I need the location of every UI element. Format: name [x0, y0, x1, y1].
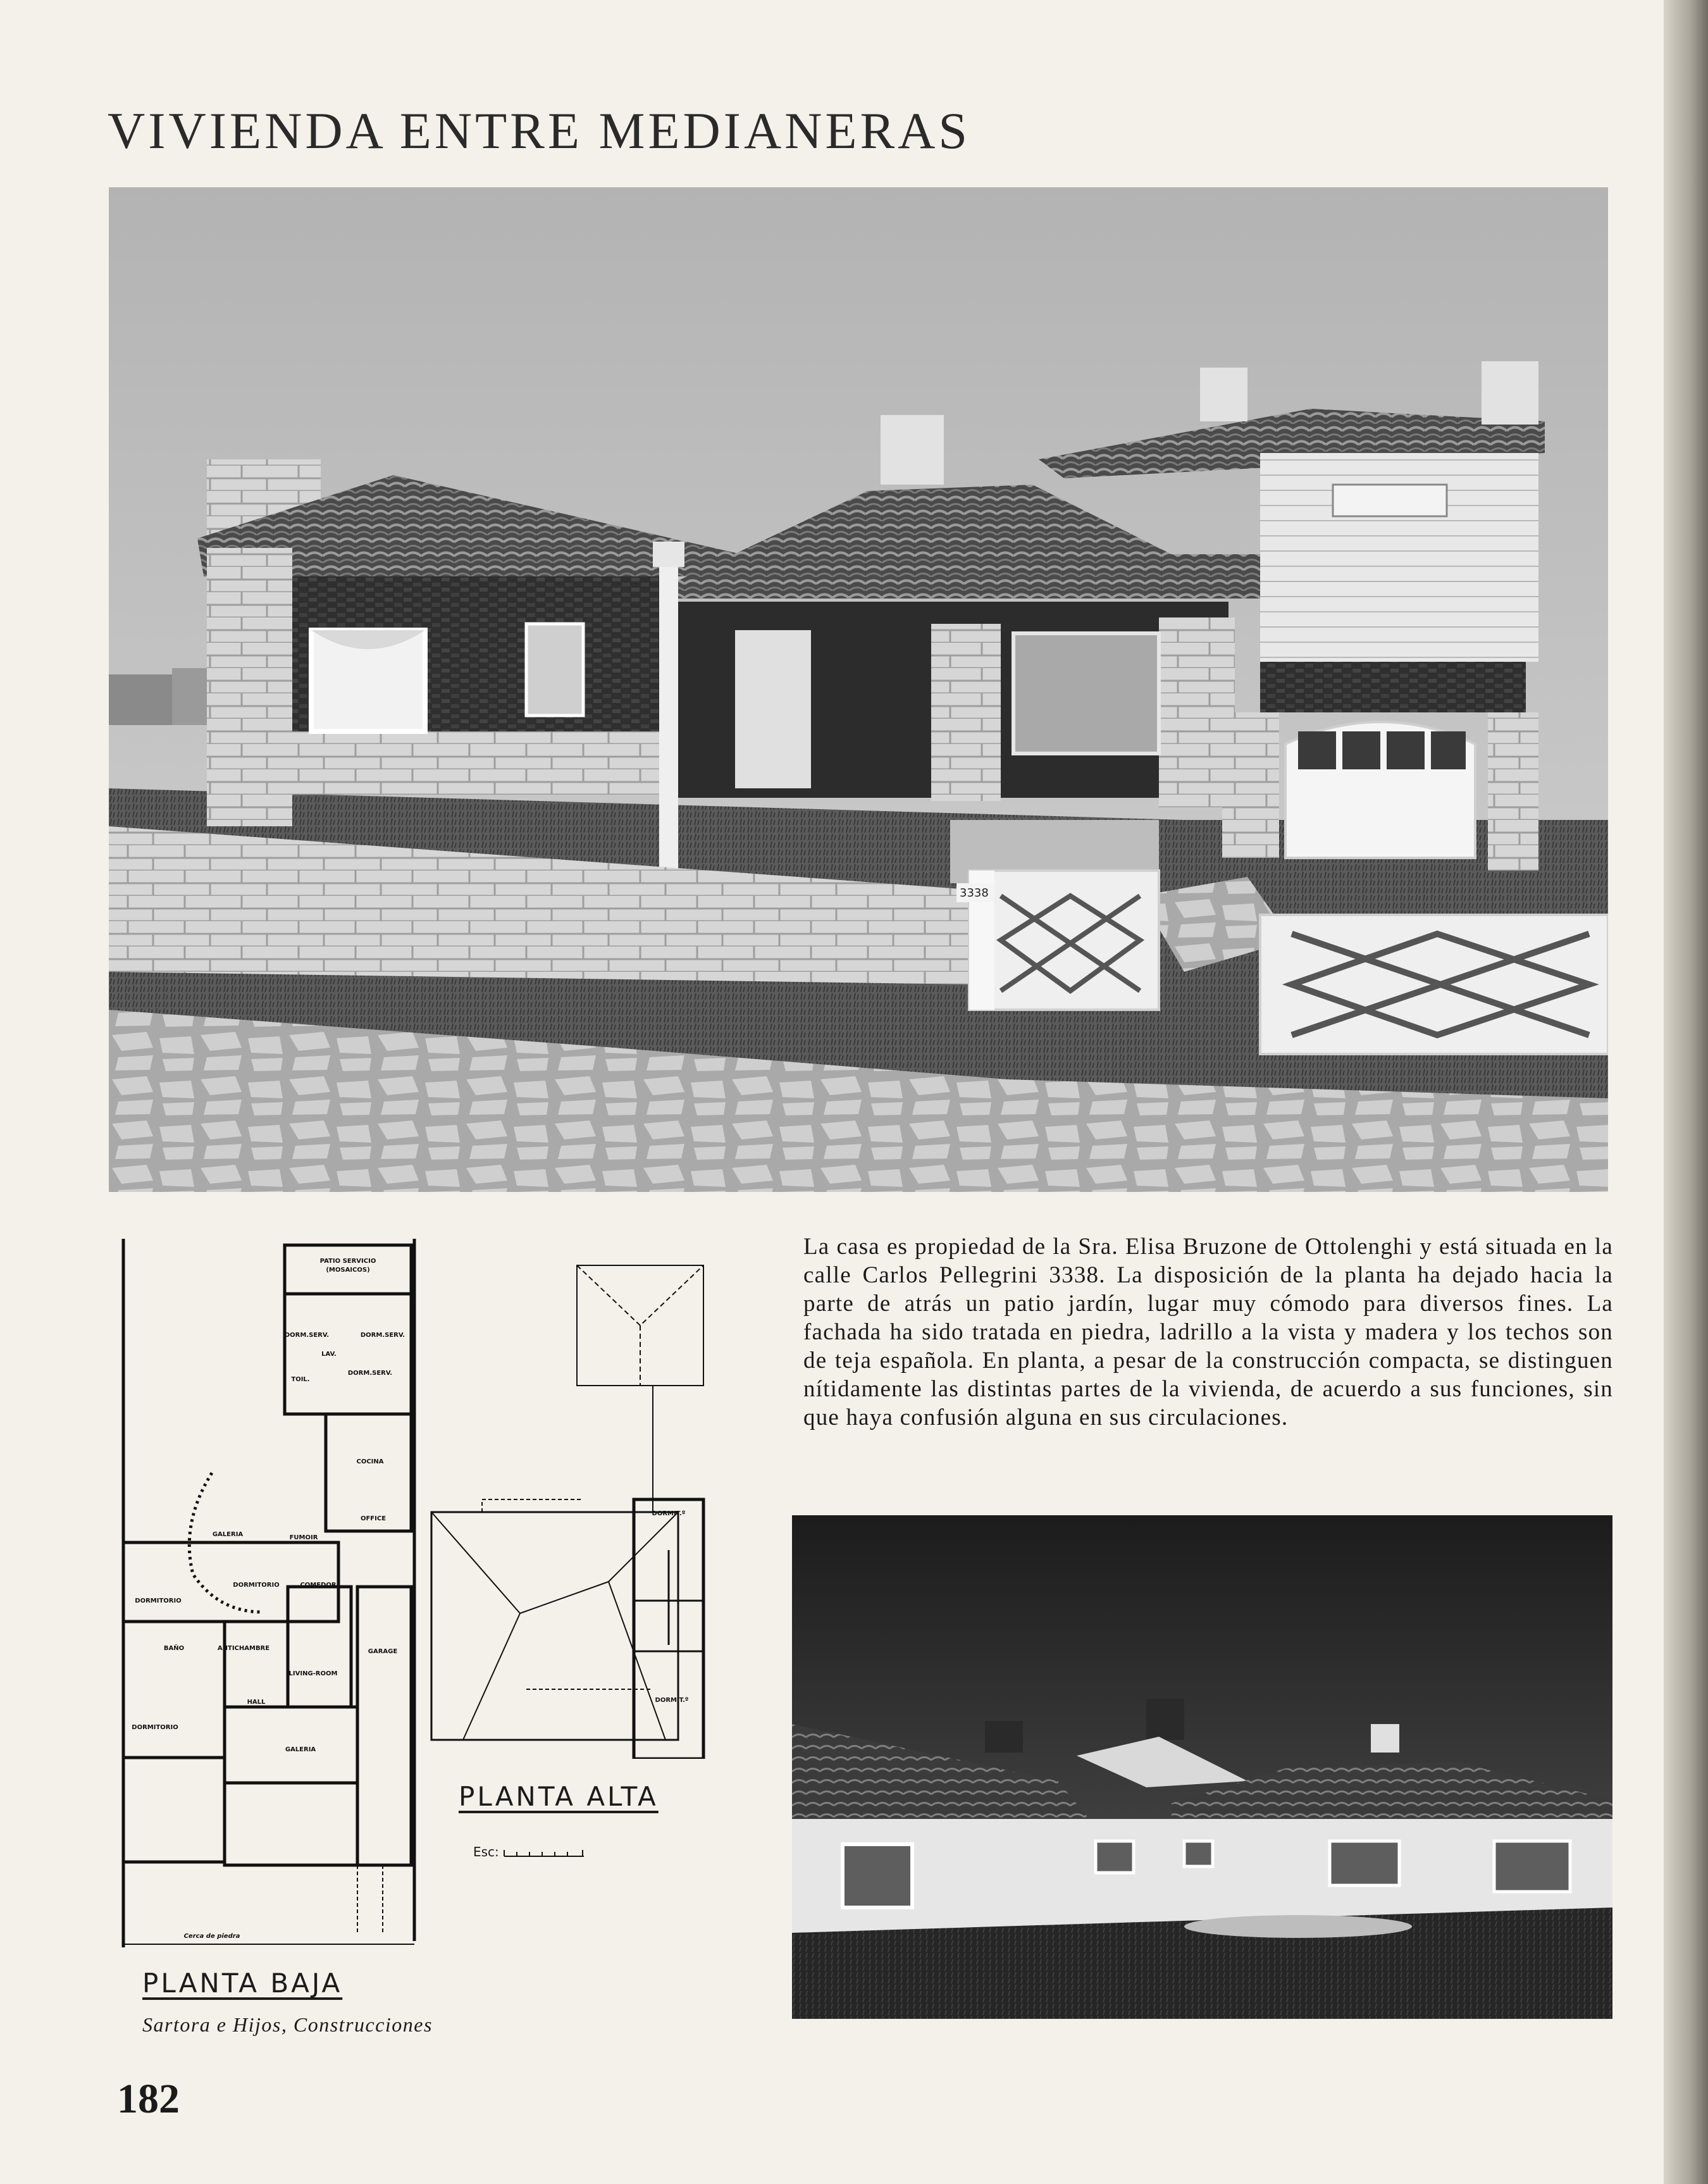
page-number: 182: [117, 2076, 180, 2122]
builder-credit: Sartora e Hijos, Construcciones: [142, 2013, 433, 2036]
room-dormit-1: DORMIT.º: [652, 1510, 686, 1517]
planta-alta-label: PLANTA ALTA: [459, 1781, 659, 1812]
room-bano: BAÑO: [163, 1645, 185, 1652]
stone-fence-note: Cerca de piedra: [183, 1933, 240, 1940]
room-patio-servicio-sub: (MOSAICOS): [326, 1267, 370, 1274]
room-antichambre: ANTICHAMBRE: [217, 1645, 270, 1652]
room-dormitorio-2: DORMITORIO: [233, 1582, 280, 1589]
planta-baja-label: PLANTA BAJA: [142, 1968, 343, 1999]
page-binding-edge: [1664, 0, 1708, 2184]
rear-patio-photo: [792, 1515, 1612, 2019]
room-toil: TOIL.: [291, 1376, 310, 1383]
room-galeria-top: GALERIA: [212, 1531, 244, 1538]
room-dormitorio-3: DORMITORIO: [132, 1724, 178, 1731]
description-text: La casa es propiedad de la Sra. Elisa Bruzone de Ottolenghi y está situada en la calle Carlos Pellegrini 3338. La disposición de la planta ha dejado hacia la parte de atrás un patio jardín, lugar muy cómodo para diversos fines. La fachada ha sido tratada en piedra, ladrillo a la vista y madera y los techos son de teja española. En planta, a pesar de la construcción compacta, se distinguen nítidamente las distintas partes de la vivienda, de acuerdo a sus funciones, sin que haya confusión alguna en sus circulaciones.: [803, 1234, 1613, 1430]
room-lav: LAV.: [321, 1351, 337, 1358]
page-title: VIVIENDA ENTRE MEDIANERAS: [108, 102, 971, 159]
room-dorm-serv-3: DORM.SERV.: [347, 1370, 393, 1377]
scale-label: Esc:: [473, 1844, 499, 1859]
house-number-plate: 3338: [960, 886, 989, 900]
house-facade-photo: [109, 187, 1608, 1192]
scale-bar: [473, 1844, 585, 1859]
room-living-room: LIVING-ROOM: [288, 1670, 338, 1677]
room-dormitorio-1: DORMITORIO: [135, 1598, 182, 1604]
room-office: OFFICE: [360, 1515, 387, 1522]
room-dormit-2: DORMIT.º: [655, 1697, 689, 1704]
room-fumoir: FUMOIR: [289, 1534, 318, 1541]
upper-floor-plan: [425, 1259, 722, 1759]
room-galeria-bottom: GALERIA: [285, 1746, 316, 1753]
room-cocina: COCINA: [356, 1458, 384, 1465]
scale-ruler-icon: [503, 1847, 585, 1859]
ground-floor-plan: [117, 1232, 421, 1947]
room-dorm-serv-2: DORM.SERV.: [360, 1332, 405, 1339]
room-dorm-serv-1: DORM.SERV.: [284, 1332, 330, 1339]
room-patio-servicio: PATIO SERVICIO: [319, 1258, 376, 1265]
room-hall: HALL: [247, 1699, 266, 1706]
room-comedor: COMEDOR: [300, 1582, 337, 1589]
room-garage: GARAGE: [368, 1648, 398, 1655]
